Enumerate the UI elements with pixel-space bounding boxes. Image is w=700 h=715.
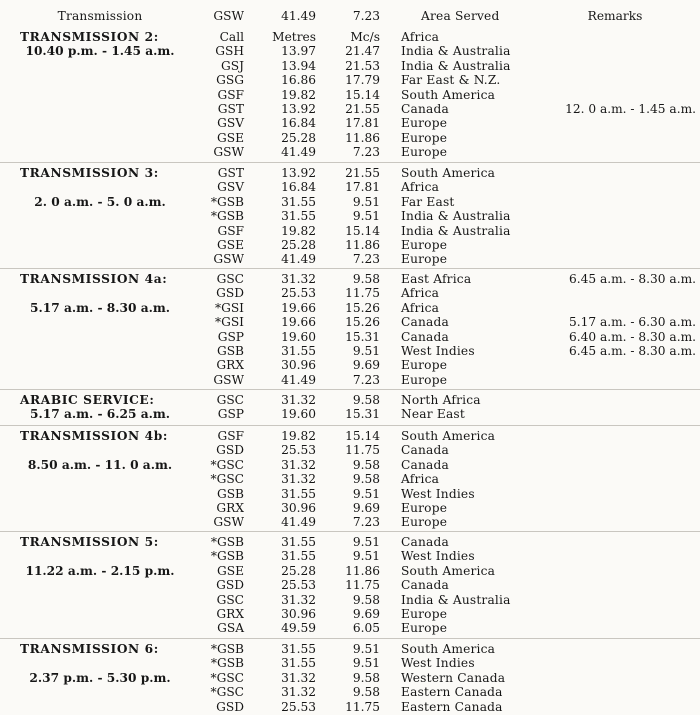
area-served: South America: [401, 642, 496, 656]
frequency-mcs: 11.75: [345, 578, 380, 593]
schedule-row: [0, 671, 700, 686]
call-sign: GSB: [216, 344, 244, 358]
frequency-mcs: 9.51: [352, 209, 380, 224]
section-divider: [0, 531, 700, 532]
area-served: Europe: [401, 238, 448, 252]
area-served: Canada: [401, 102, 449, 116]
area-served: Europe: [401, 621, 448, 636]
area-served: Far East: [401, 194, 455, 209]
wavelength-metres: 25.28: [281, 238, 316, 252]
frequency-mcs: 9.58: [352, 393, 380, 407]
schedule-row: [0, 88, 700, 103]
call-sign: *GSB: [210, 209, 244, 224]
schedule-row: [0, 685, 700, 700]
wavelength-metres: 19.66: [281, 300, 316, 315]
frequency-mcs: 9.58: [352, 272, 380, 286]
area-served: South America: [401, 166, 496, 180]
area-served: South America: [401, 563, 496, 578]
frequency-mcs: 17.81: [345, 180, 380, 195]
schedule-row: [0, 501, 700, 516]
call-sign: *GSC: [210, 685, 244, 700]
wavelength-metres: 16.86: [281, 73, 316, 88]
call-sign: *GSI: [215, 300, 244, 315]
section-divider: [0, 425, 700, 426]
wavelength-metres: 13.92: [281, 166, 316, 180]
frequency-mcs: 6.05: [352, 621, 380, 636]
area-served: Europe: [401, 130, 448, 145]
frequency-mcs: 9.58: [352, 685, 380, 700]
schedule-row: [0, 238, 700, 253]
frequency-mcs: 15.14: [345, 429, 380, 443]
wavelength-metres: 31.32: [281, 457, 316, 472]
area-served: West Indies: [401, 486, 475, 501]
schedule-row: [0, 315, 700, 330]
wavelength-metres: 30.96: [281, 358, 316, 373]
schedule-row: [0, 59, 700, 74]
section-divider: [0, 268, 700, 269]
schedule-row: [0, 131, 700, 146]
wavelength-metres: 31.55: [281, 642, 316, 656]
schedule-row: [0, 549, 700, 564]
call-sign: *GSB: [210, 535, 244, 549]
schedule-row: [0, 209, 700, 224]
frequency-mcs: 7.23: [352, 252, 380, 267]
call-sign: GSB: [216, 486, 244, 501]
section-title: ARABIC SERVICE:: [20, 393, 155, 407]
area-served: Europe: [401, 501, 448, 515]
call-sign: *GSB: [210, 656, 244, 671]
wavelength-metres: 13.94: [281, 58, 316, 73]
wavelength-metres: 41.49: [281, 372, 316, 387]
schedule-row: [0, 393, 700, 408]
remarks: 6.45 a.m. - 8.30 a.m.: [568, 344, 696, 358]
wavelength-metres: 41.49: [281, 515, 316, 530]
frequency-mcs: 7.23: [352, 515, 380, 530]
call-sign: GSG: [216, 73, 244, 88]
frequency-mcs: 9.51: [352, 344, 380, 358]
schedule-row: [0, 30, 700, 45]
header-mcs: 7.23: [352, 9, 380, 23]
area-served: India & Australia: [401, 58, 511, 73]
section-time: 2. 0 a.m. - 5. 0 a.m.: [34, 194, 166, 209]
schedule-row: [0, 487, 700, 502]
frequency-mcs: 21.55: [345, 102, 380, 116]
frequency-mcs: 21.55: [345, 166, 380, 180]
call-sign: GSE: [217, 130, 244, 145]
section-time: 5.17 a.m. - 6.25 a.m.: [30, 407, 170, 422]
remarks: 6.45 a.m. - 8.30 a.m.: [568, 272, 696, 286]
schedule-row: [0, 564, 700, 579]
frequency-mcs: 9.51: [352, 486, 380, 501]
schedule-row: [0, 145, 700, 160]
call-sign: GSV: [217, 180, 244, 195]
call-sign: GSF: [217, 87, 244, 102]
header-remarks: Remarks: [587, 9, 643, 23]
wavelength-metres: 19.82: [281, 223, 316, 238]
schedule-row: [0, 252, 700, 267]
section-time: 5.17 a.m. - 8.30 a.m.: [30, 300, 170, 315]
wavelength-metres: 13.97: [281, 44, 316, 59]
call-sign: GSP: [217, 329, 244, 344]
header-metres: 41.49: [281, 9, 316, 23]
wavelength-metres: 19.66: [281, 315, 316, 330]
section-title: TRANSMISSION 4a:: [20, 272, 168, 286]
area-served: Europe: [401, 372, 448, 387]
area-served: Canada: [401, 457, 449, 472]
call-sign: GSV: [217, 116, 244, 131]
area-served: Africa: [401, 30, 440, 44]
frequency-mcs: 15.14: [345, 223, 380, 238]
frequency-mcs: 21.53: [345, 58, 380, 73]
schedule-row: [0, 116, 700, 131]
frequency-mcs: 11.75: [345, 699, 380, 714]
schedule-row: [0, 102, 700, 117]
section-time: 10.40 p.m. - 1.45 a.m.: [25, 44, 175, 59]
section-title: TRANSMISSION 3:: [20, 166, 159, 180]
call-sign: *GSC: [210, 457, 244, 472]
area-served: India & Australia: [401, 209, 511, 224]
area-served: India & Australia: [401, 223, 511, 238]
schedule-row: [0, 472, 700, 487]
header-transmission: Transmission: [57, 9, 143, 23]
schedule-row: [0, 301, 700, 316]
call-sign: GRX: [216, 607, 244, 621]
area-served: South America: [401, 429, 496, 443]
wavelength-metres: 30.96: [281, 501, 316, 515]
wavelength-metres: 31.32: [281, 685, 316, 700]
area-served: Europe: [401, 116, 448, 131]
frequency-mcs: 15.31: [345, 329, 380, 344]
call-sign: GSW: [213, 372, 244, 387]
call-sign: GRX: [216, 501, 244, 515]
section-divider: [0, 638, 700, 639]
area-served: Canada: [401, 329, 449, 344]
frequency-mcs: 9.69: [352, 607, 380, 621]
area-served: Canada: [401, 535, 449, 549]
area-served: Eastern Canada: [401, 685, 503, 700]
schedule-row: [0, 180, 700, 195]
frequency-mcs: 9.58: [352, 472, 380, 487]
area-served: Africa: [401, 300, 440, 315]
area-served: India & Australia: [401, 44, 511, 59]
area-served: Western Canada: [401, 670, 506, 685]
area-served: Far East & N.Z.: [401, 73, 501, 88]
call-sign: GSE: [217, 563, 244, 578]
area-served: West Indies: [401, 344, 475, 358]
frequency-mcs: 9.69: [352, 358, 380, 373]
area-served: Europe: [401, 252, 448, 267]
header-area: Area Served: [421, 9, 500, 23]
call-sign: *GSB: [210, 642, 244, 656]
schedule-row: [0, 535, 700, 550]
remarks: 6.40 a.m. - 8.30 a.m.: [568, 329, 696, 344]
wavelength-metres: 25.28: [281, 130, 316, 145]
frequency-mcs: Mc/s: [350, 30, 380, 44]
remarks: 5.17 a.m. - 6.30 a.m.: [568, 315, 696, 330]
section-time: 11.22 a.m. - 2.15 p.m.: [25, 563, 175, 578]
section-title: TRANSMISSION 5:: [20, 535, 159, 549]
wavelength-metres: 49.59: [281, 621, 316, 636]
frequency-mcs: 15.26: [345, 300, 380, 315]
wavelength-metres: Metres: [272, 30, 316, 44]
frequency-mcs: 15.26: [345, 315, 380, 330]
area-served: East Africa: [401, 272, 472, 286]
schedule-row: [0, 224, 700, 239]
schedule-row: [0, 195, 700, 210]
area-served: West Indies: [401, 656, 475, 671]
call-sign: GST: [217, 102, 244, 116]
call-sign: GSW: [213, 145, 244, 160]
schedule-row: [0, 344, 700, 359]
frequency-mcs: 7.23: [352, 372, 380, 387]
remarks: 12. 0 a.m. - 1.45 a.m.: [565, 102, 696, 116]
schedule-row: [0, 73, 700, 88]
area-served: North Africa: [401, 393, 481, 407]
wavelength-metres: 25.53: [281, 578, 316, 593]
call-sign: GST: [217, 166, 244, 180]
wavelength-metres: 31.55: [281, 344, 316, 358]
call-sign: *GSB: [210, 194, 244, 209]
section-divider: [0, 389, 700, 390]
wavelength-metres: 31.55: [281, 535, 316, 549]
call-sign: GSP: [217, 407, 244, 422]
call-sign: *GSC: [210, 670, 244, 685]
call-sign: GRX: [216, 358, 244, 373]
area-served: Canada: [401, 315, 449, 330]
header-call: GSW: [213, 9, 244, 23]
wavelength-metres: 16.84: [281, 180, 316, 195]
call-sign: GSH: [215, 44, 244, 59]
frequency-mcs: 21.47: [345, 44, 380, 59]
wavelength-metres: 19.60: [281, 407, 316, 422]
wavelength-metres: 19.82: [281, 87, 316, 102]
schedule-row: [0, 330, 700, 345]
schedule-row: [0, 656, 700, 671]
call-sign: GSC: [216, 592, 244, 607]
schedule-row: [0, 407, 700, 422]
area-served: Near East: [401, 407, 465, 422]
frequency-mcs: 9.58: [352, 457, 380, 472]
wavelength-metres: 41.49: [281, 145, 316, 160]
call-sign: GSE: [217, 238, 244, 252]
schedule-row: [0, 621, 700, 636]
schedule-row: [0, 272, 700, 287]
frequency-mcs: 9.58: [352, 670, 380, 685]
call-sign: GSC: [216, 272, 244, 286]
call-sign: GSJ: [221, 58, 244, 73]
frequency-mcs: 9.58: [352, 592, 380, 607]
schedule-row: [0, 358, 700, 373]
wavelength-metres: 13.92: [281, 102, 316, 116]
area-served: Africa: [401, 180, 440, 195]
call-sign: GSD: [216, 699, 244, 714]
call-sign: GSD: [216, 286, 244, 301]
wavelength-metres: 31.32: [281, 393, 316, 407]
frequency-mcs: 17.81: [345, 116, 380, 131]
schedule-row: [0, 166, 700, 181]
wavelength-metres: 31.32: [281, 592, 316, 607]
area-served: Europe: [401, 358, 448, 373]
wavelength-metres: 30.96: [281, 607, 316, 621]
frequency-mcs: 7.23: [352, 145, 380, 160]
wavelength-metres: 31.55: [281, 209, 316, 224]
frequency-mcs: 9.51: [352, 194, 380, 209]
call-sign: GSC: [216, 393, 244, 407]
call-sign: GSF: [217, 223, 244, 238]
call-sign: Call: [219, 30, 244, 44]
area-served: South America: [401, 87, 496, 102]
area-served: Eastern Canada: [401, 699, 503, 714]
call-sign: GSW: [213, 252, 244, 267]
call-sign: GSW: [213, 515, 244, 530]
area-served: Canada: [401, 578, 449, 593]
schedule-row: [0, 286, 700, 301]
frequency-mcs: 9.51: [352, 535, 380, 549]
frequency-mcs: 9.69: [352, 501, 380, 515]
wavelength-metres: 25.28: [281, 563, 316, 578]
area-served: Africa: [401, 472, 440, 487]
section-title: TRANSMISSION 2:: [20, 30, 159, 44]
call-sign: GSD: [216, 578, 244, 593]
header-row: [0, 9, 700, 24]
wavelength-metres: 31.32: [281, 670, 316, 685]
frequency-mcs: 15.14: [345, 87, 380, 102]
wavelength-metres: 31.32: [281, 472, 316, 487]
wavelength-metres: 31.32: [281, 272, 316, 286]
wavelength-metres: 25.53: [281, 286, 316, 301]
frequency-mcs: 11.86: [345, 238, 380, 252]
schedule-row: [0, 458, 700, 473]
area-served: Europe: [401, 515, 448, 530]
frequency-mcs: 9.51: [352, 549, 380, 564]
area-served: Canada: [401, 443, 449, 458]
area-served: India & Australia: [401, 592, 511, 607]
section-title: TRANSMISSION 6:: [20, 642, 159, 656]
section-title: TRANSMISSION 4b:: [20, 429, 168, 443]
wavelength-metres: 31.55: [281, 549, 316, 564]
schedule-row: [0, 443, 700, 458]
area-served: Europe: [401, 145, 448, 160]
frequency-mcs: 11.75: [345, 286, 380, 301]
wavelength-metres: 31.55: [281, 656, 316, 671]
frequency-mcs: 15.31: [345, 407, 380, 422]
call-sign: GSA: [217, 621, 244, 636]
wavelength-metres: 31.55: [281, 194, 316, 209]
frequency-mcs: 17.79: [345, 73, 380, 88]
schedule-row: [0, 373, 700, 388]
frequency-mcs: 9.51: [352, 656, 380, 671]
schedule-row: [0, 515, 700, 530]
frequency-mcs: 11.86: [345, 130, 380, 145]
section-time: 2.37 p.m. - 5.30 p.m.: [29, 670, 171, 685]
section-time: 8.50 a.m. - 11. 0 a.m.: [27, 457, 173, 472]
call-sign: GSF: [217, 429, 244, 443]
frequency-mcs: 11.75: [345, 443, 380, 458]
wavelength-metres: 31.55: [281, 486, 316, 501]
area-served: Europe: [401, 607, 448, 621]
call-sign: *GSC: [210, 472, 244, 487]
schedule-row: [0, 44, 700, 59]
frequency-mcs: 9.51: [352, 642, 380, 656]
frequency-mcs: 11.86: [345, 563, 380, 578]
area-served: Africa: [401, 286, 440, 301]
schedule-row: [0, 578, 700, 593]
wavelength-metres: 19.82: [281, 429, 316, 443]
call-sign: *GSB: [210, 549, 244, 564]
wavelength-metres: 16.84: [281, 116, 316, 131]
wavelength-metres: 19.60: [281, 329, 316, 344]
section-divider: [0, 162, 700, 163]
schedule-row: [0, 642, 700, 657]
wavelength-metres: 41.49: [281, 252, 316, 267]
schedule-row: [0, 593, 700, 608]
schedule-row: [0, 700, 700, 715]
wavelength-metres: 25.53: [281, 443, 316, 458]
area-served: West Indies: [401, 549, 475, 564]
schedule-row: [0, 607, 700, 622]
schedule-row: [0, 429, 700, 444]
call-sign: GSD: [216, 443, 244, 458]
call-sign: *GSI: [215, 315, 244, 330]
wavelength-metres: 25.53: [281, 699, 316, 714]
